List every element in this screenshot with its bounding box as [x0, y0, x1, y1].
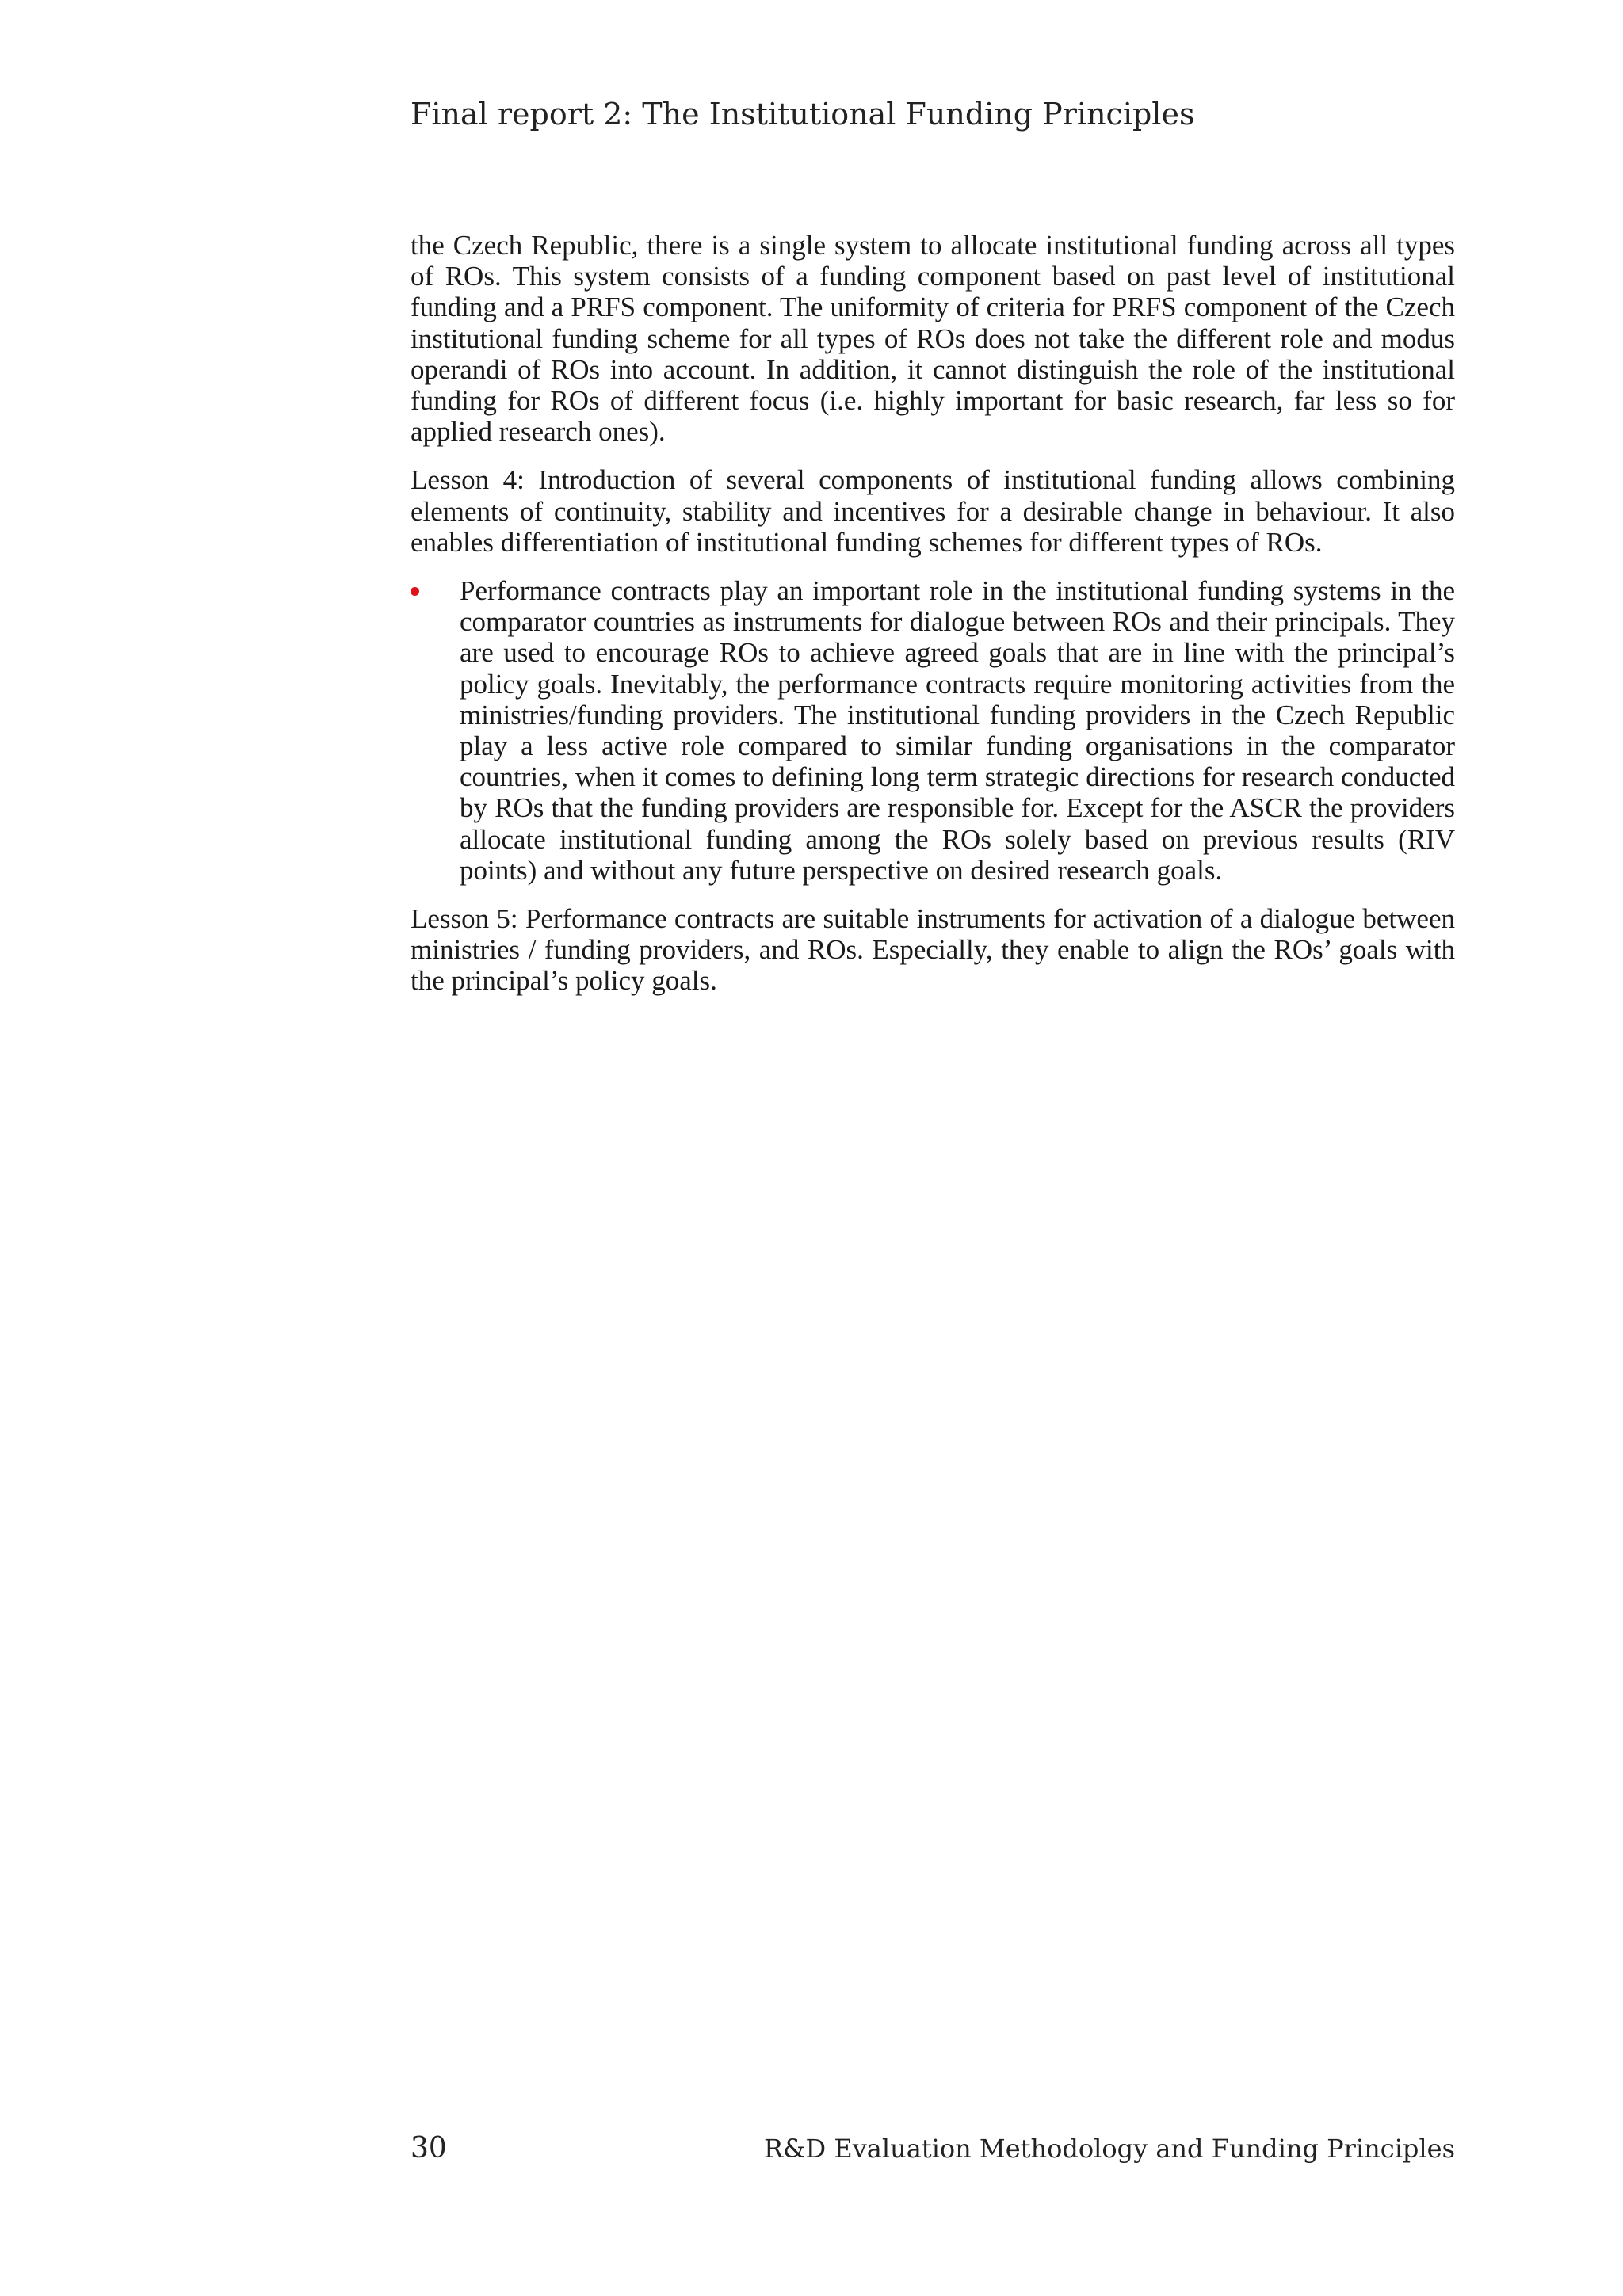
continuation-paragraph: the Czech Republic, there is a single system to allocate institutional funding across all types of ROs. This system consists of a funding component based on past level of institutional funding and a PRFS component. The uniformity of criteria for PRFS component of the Czech institutional funding scheme for all types of ROs does not take the different role and modus operandi of ROs into account. In addition, it cannot distinguish the role of the institutional funding for ROs of different focus (i.e. highly important for basic research, far less so for applied research ones). — [411, 230, 1455, 448]
bullet-list-item — [411, 575, 1455, 886]
lesson-4-paragraph: Lesson 4: Introduction of several components of institutional funding allows combining elements of continuity, stability and incentives for a desirable change in behaviour. It also enables differentiation of institutional funding schemes for different types of ROs. — [411, 464, 1455, 558]
document-body — [411, 230, 1455, 997]
lesson-5-paragraph: Lesson 5: Performance contracts are suitable instruments for activation of a dialogue between ministries / funding providers, and ROs. Especially, they enable to align the ROs’ goals with the principal’s policy goals. — [411, 903, 1455, 997]
bullet-text: Performance contracts play an important role in the institutional funding systems in the comparator countries as instruments for dialogue between ROs and their principals. They are used to encourage ROs to achieve agreed goals that are in line with the principal’s policy goals. Inevitably, the performance contracts require monitoring activities from the ministries/funding providers. The institutional funding providers in the Czech Republic play a less active role compared to similar funding organisations in the comparator countries, when it comes to defining long term strategic directions for research conducted by ROs that the funding providers are responsible for. Except for the ASCR the providers allocate institutional funding among the ROs solely based on previous results (RIV points) and without any future perspective on desired research goals. — [460, 575, 1455, 886]
footer-title: R&D Evaluation Methodology and Funding Principles — [763, 2134, 1455, 2164]
page-number: 30 — [411, 2132, 447, 2164]
page-header: Final report 2: The Institutional Funding Principles — [411, 97, 1195, 132]
bullet-icon — [411, 587, 419, 596]
